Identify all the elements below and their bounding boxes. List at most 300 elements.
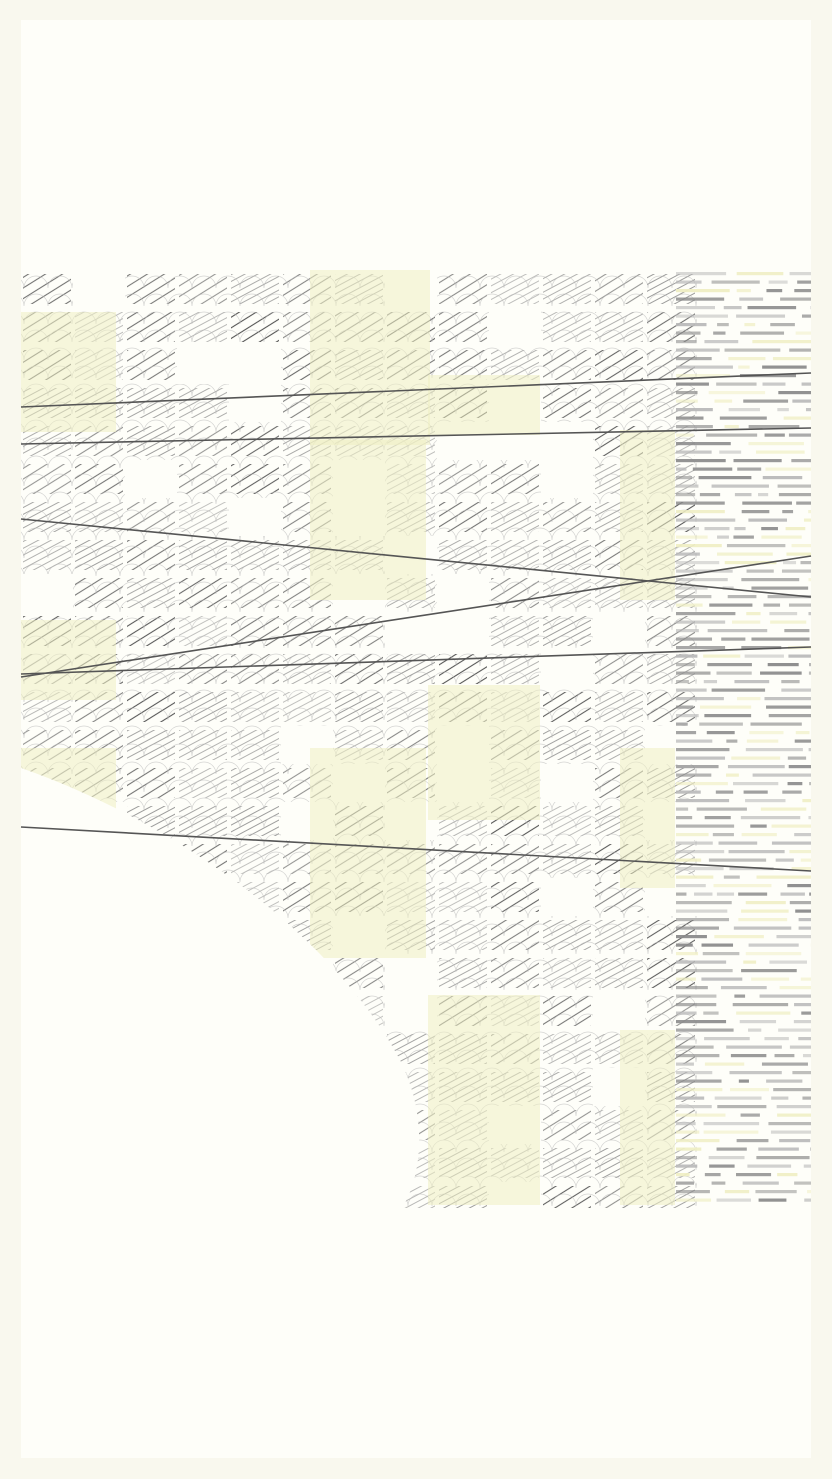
stripe-dash	[801, 1012, 811, 1015]
stripe-dash	[763, 476, 802, 479]
stripe-dash	[743, 400, 788, 403]
stripe-dash	[676, 833, 709, 836]
stripe-dash	[733, 536, 753, 539]
hatch-tile	[489, 460, 541, 498]
stripe-dash	[736, 1173, 771, 1176]
stripe-dash	[786, 553, 811, 556]
stripe-dash	[741, 1114, 760, 1117]
hatch-tile	[593, 954, 645, 992]
stripe-dash	[676, 672, 710, 675]
hatch-tile	[125, 270, 177, 308]
stripe-dash	[709, 1156, 745, 1159]
stripe-dash	[809, 663, 811, 666]
stripe-dash	[676, 357, 712, 360]
stripe-dash	[740, 332, 784, 335]
stripe-dash	[676, 782, 728, 785]
stripe-dash	[738, 366, 749, 369]
stripe-dash	[794, 1182, 811, 1185]
tint-block	[428, 375, 540, 435]
stripe-dash	[714, 400, 732, 403]
stripe-dash	[796, 332, 811, 335]
stripe-dash	[704, 714, 751, 717]
stripe-dash	[676, 1122, 696, 1125]
stripe-dash	[676, 816, 692, 819]
stripe-dash	[742, 833, 777, 836]
stripe-dash	[676, 349, 720, 352]
stripe-dash	[676, 1071, 712, 1074]
stripe-dash	[808, 816, 811, 819]
hatch-tile	[73, 574, 125, 612]
stripe-dash	[676, 595, 711, 598]
stripe-dash	[676, 825, 734, 828]
hatch-tile	[229, 726, 281, 764]
stripe-dash	[676, 935, 707, 938]
hatch-tile	[125, 536, 177, 574]
stripe-dash	[676, 298, 724, 301]
hatch-tile	[541, 1068, 593, 1106]
stripe-dash	[676, 1173, 690, 1176]
stripe-dash	[719, 842, 758, 845]
stripe-dash	[719, 451, 741, 454]
hatch-tile	[437, 916, 489, 954]
stripe-dash	[764, 697, 811, 700]
stripe-dash	[709, 604, 752, 607]
stripe-dash	[745, 799, 785, 802]
stripe-dash	[676, 519, 735, 522]
stripe-dash	[676, 978, 696, 981]
stripe-dash	[766, 706, 811, 709]
stripe-dash	[743, 1182, 779, 1185]
hatch-tile	[541, 802, 593, 840]
stripe-dash	[676, 425, 713, 428]
stripe-dash	[737, 272, 784, 275]
hatch-tile	[177, 612, 229, 650]
stripe-dash	[751, 978, 789, 981]
stripe-dash	[762, 366, 807, 369]
stripe-dash	[721, 986, 767, 989]
stripe-dash	[775, 1054, 795, 1057]
stripe-dash	[676, 1190, 710, 1193]
tint-block	[620, 748, 675, 888]
stripe-dash	[747, 740, 778, 743]
stripe-dash	[786, 527, 806, 530]
stripe-dash	[795, 740, 811, 743]
stripe-dash	[714, 935, 764, 938]
hatch-tile	[125, 308, 177, 346]
stripe-dash	[760, 995, 811, 998]
stripe-dash	[676, 1037, 695, 1040]
stripe-dash	[676, 434, 694, 437]
stripe-dash	[676, 544, 722, 547]
stripe-dash	[799, 918, 811, 921]
stripe-dash	[795, 910, 811, 913]
stripe-dash	[781, 680, 799, 683]
stripe-dash	[700, 493, 720, 496]
stripe-dash	[768, 1122, 811, 1125]
hatch-tile	[229, 688, 281, 726]
stripe-dash	[752, 340, 811, 343]
stripe-dash	[782, 791, 801, 794]
stripe-dash	[794, 1003, 811, 1006]
stripe-dash	[769, 612, 797, 615]
stripe-dash	[703, 655, 740, 658]
stripe-dash	[676, 1105, 712, 1108]
stripe-dash	[802, 383, 811, 386]
hatch-tile	[125, 346, 177, 384]
stripe-dash	[738, 918, 787, 921]
hatch-tile	[645, 384, 697, 422]
stripe-dash	[778, 1029, 811, 1032]
stripe-dash	[704, 1122, 760, 1125]
stripe-dash	[789, 604, 811, 607]
hatch-tile	[385, 650, 437, 688]
stripe-dash	[676, 553, 700, 556]
stripe-dash	[676, 697, 724, 700]
stripe-dash	[676, 731, 696, 734]
hatch-tile	[489, 954, 541, 992]
stripe-dash	[717, 536, 729, 539]
stripe-dash	[791, 459, 811, 462]
stripe-dash	[788, 655, 811, 658]
stripe-dash	[784, 417, 811, 420]
stripe-dash	[742, 510, 770, 513]
stripe-dash	[716, 383, 756, 386]
hatch-tile	[21, 536, 73, 574]
hatch-tile	[541, 384, 593, 422]
hatch-tile	[333, 650, 385, 688]
stripe-dash	[801, 859, 811, 862]
stripe-dash	[676, 1088, 722, 1091]
hatch-tile	[125, 384, 177, 422]
stripe-dash	[794, 833, 811, 836]
stripe-dash	[796, 731, 810, 734]
hatch-tile	[437, 650, 489, 688]
stripe-dash	[706, 434, 757, 437]
stripe-dash	[779, 493, 811, 496]
hatch-tile	[593, 346, 645, 384]
hatch-tile	[229, 574, 281, 612]
stripe-dash	[734, 927, 791, 930]
stripe-dash	[676, 799, 729, 802]
stripe-dash	[759, 1199, 787, 1202]
stripe-dash	[725, 349, 781, 352]
hatch-tile	[177, 498, 229, 536]
stripe-dash	[697, 808, 747, 811]
stripe-dash	[777, 1173, 797, 1176]
stripe-dash	[676, 1012, 697, 1015]
tint-block	[428, 995, 540, 1205]
hatch-tile	[541, 954, 593, 992]
stripe-dash	[772, 842, 811, 845]
stripe-dash	[739, 298, 763, 301]
stripe-dash	[709, 391, 765, 394]
stripe-dash	[737, 468, 761, 471]
stripe-dash	[778, 391, 811, 394]
hatch-tile	[125, 764, 177, 802]
hatch-tile	[437, 498, 489, 536]
stripe-dash	[770, 621, 806, 624]
stripe-dash	[724, 306, 742, 309]
stripe-dash	[810, 306, 811, 309]
stripe-dash	[676, 306, 715, 309]
stripe-dash	[728, 595, 757, 598]
stripe-dash	[716, 791, 733, 794]
hatch-tile	[593, 308, 645, 346]
stripe-dash	[790, 901, 811, 904]
stripe-dash	[751, 638, 809, 641]
stripe-dash	[804, 1165, 811, 1168]
stripe-dash	[790, 272, 811, 275]
stripe-dash	[676, 621, 725, 624]
stripe-dash	[676, 442, 731, 445]
stripe-dash	[727, 544, 785, 547]
stripe-dash	[694, 893, 712, 896]
stripe-dash	[734, 995, 745, 998]
hatch-tile	[541, 916, 593, 954]
stripe-dash	[676, 952, 698, 955]
stripe-dash	[807, 1190, 811, 1193]
stripe-dash	[729, 850, 785, 853]
tint-block	[620, 430, 675, 600]
stripe-dash	[756, 1156, 809, 1159]
hatch-tile	[593, 384, 645, 422]
stripe-dash	[676, 757, 725, 760]
stripe-dash	[676, 1063, 694, 1066]
stripe-dash	[773, 357, 811, 360]
hatch-tile	[489, 498, 541, 536]
stripe-dash	[676, 527, 699, 530]
stripe-dash	[777, 1114, 811, 1117]
hatch-tile	[541, 536, 593, 574]
stripe-dash	[700, 706, 751, 709]
stripe-dash	[676, 680, 689, 683]
hatch-tile	[437, 460, 489, 498]
stripe-dash	[745, 655, 784, 658]
stripe-dash	[676, 1114, 726, 1117]
stripe-dash	[744, 791, 768, 794]
hatch-tile	[541, 270, 593, 308]
stripe-dash	[790, 1046, 811, 1049]
stripe-dash	[794, 1020, 811, 1023]
hatch-tile	[177, 384, 229, 422]
hatch-tile	[593, 270, 645, 308]
hatch-tile	[177, 764, 229, 802]
hatch-tile	[437, 270, 489, 308]
stripe-dash	[756, 876, 810, 879]
stripe-dash	[796, 502, 811, 505]
stripe-dash	[744, 323, 755, 326]
stripe-dash	[782, 510, 793, 513]
stripe-dash	[676, 1097, 704, 1100]
stripe-dash	[712, 689, 765, 692]
hatch-tile	[229, 308, 281, 346]
stripe-dash	[802, 315, 811, 318]
stripe-dash	[766, 289, 782, 292]
stripe-dash	[676, 1003, 716, 1006]
stripe-dash	[676, 366, 733, 369]
stripe-dash	[717, 553, 773, 556]
stripe-dash	[676, 493, 695, 496]
hatch-tile	[229, 460, 281, 498]
stripe-dash	[781, 689, 811, 692]
stripe-dash	[712, 281, 760, 284]
stripe-dash	[676, 1080, 722, 1083]
hatch-tile	[593, 916, 645, 954]
stripe-dash	[676, 281, 702, 284]
hatch-tile	[229, 764, 281, 802]
hatch-tile	[541, 1106, 593, 1144]
stripe-dash	[748, 519, 787, 522]
stripe-dash	[750, 723, 801, 726]
stripe-dash	[708, 629, 768, 632]
stripe-dash	[741, 969, 797, 972]
hatch-tile	[541, 1144, 593, 1182]
stripe-dash	[704, 1131, 759, 1134]
stripe-dash	[707, 731, 735, 734]
stripe-dash	[676, 791, 701, 794]
stripe-dash	[746, 748, 803, 751]
stripe-dash	[676, 1020, 726, 1023]
stripe-dash	[761, 808, 806, 811]
stripe-dash	[783, 561, 796, 564]
stripe-dash	[777, 1105, 811, 1108]
stripe-dash	[676, 323, 706, 326]
hatch-tile	[177, 536, 229, 574]
stripe-dash	[713, 833, 734, 836]
stripe-dash	[725, 1190, 749, 1193]
stripe-dash	[751, 587, 808, 590]
stripe-dash	[676, 1054, 719, 1057]
hatch-tile	[333, 612, 385, 650]
stripe-dash	[676, 689, 707, 692]
stripe-dash	[746, 612, 760, 615]
hatch-tile	[541, 346, 593, 384]
stripe-dash	[676, 765, 719, 768]
stripe-dash	[676, 1182, 694, 1185]
stripe-dash	[676, 901, 732, 904]
stripe-dash	[747, 570, 774, 573]
stripe-dash	[737, 1139, 769, 1142]
stripe-dash	[720, 417, 767, 420]
stripe-dash	[789, 349, 811, 352]
stripe-dash	[779, 1139, 810, 1142]
stripe-dash	[676, 706, 693, 709]
stripe-dash	[733, 1003, 788, 1006]
hatch-tile	[177, 802, 229, 840]
stripe-dash	[789, 850, 811, 853]
hatch-tile	[489, 270, 541, 308]
hatch-tile	[593, 650, 645, 688]
stripe-dash	[741, 816, 800, 819]
stripe-dash	[776, 935, 811, 938]
stripe-dash	[787, 884, 811, 887]
stripe-dash	[804, 519, 811, 522]
hatch-tile	[593, 688, 645, 726]
stripe-dash	[676, 748, 729, 751]
stripe-dash	[676, 723, 688, 726]
stripe-dash	[676, 893, 686, 896]
stripe-dash	[741, 910, 789, 913]
stripe-dash	[699, 476, 752, 479]
stripe-dash	[771, 1131, 811, 1134]
stripe-dash	[676, 986, 708, 989]
hatch-tile	[437, 308, 489, 346]
stripe-dash	[728, 765, 785, 768]
stripe-dash	[734, 680, 769, 683]
stripe-dash	[766, 1080, 802, 1083]
hatch-tile	[489, 840, 541, 878]
stripe-dash	[705, 816, 731, 819]
hatch-tile	[73, 460, 125, 498]
stripe-dash	[792, 544, 811, 547]
stripe-dash	[758, 1148, 799, 1151]
stripe-dash	[676, 867, 724, 870]
tint-block	[310, 440, 426, 600]
stripe-dash	[705, 1063, 744, 1066]
stripe-dash	[676, 884, 706, 887]
hatch-tile	[541, 1030, 593, 1068]
hatch-tile	[541, 612, 593, 650]
stripe-dash	[728, 357, 765, 360]
stripe-dash	[742, 502, 792, 505]
stripe-dash	[702, 944, 734, 947]
stripe-dash	[676, 272, 726, 275]
stripe-dash	[808, 578, 811, 581]
stripe-dash	[676, 927, 719, 930]
hatch-tile	[489, 612, 541, 650]
hatch-tile	[125, 726, 177, 764]
stripe-dash	[724, 876, 740, 879]
stripe-dash	[676, 476, 692, 479]
stripe-dash	[715, 1097, 762, 1100]
stripe-dash	[771, 1097, 788, 1100]
stripe-dash	[736, 1012, 790, 1015]
hatch-tile	[177, 688, 229, 726]
stripe-dash	[749, 944, 799, 947]
stripe-dash	[755, 1190, 796, 1193]
stripe-dash	[746, 901, 786, 904]
stripe-dash	[709, 859, 766, 862]
stripe-dash	[676, 340, 697, 343]
stripe-dash	[712, 1182, 726, 1185]
stripe-dash	[809, 748, 811, 751]
hatch-tile	[125, 688, 177, 726]
hatch-tile	[489, 574, 541, 612]
stripe-dash	[707, 663, 752, 666]
stripe-dash	[740, 1020, 776, 1023]
stripe-dash	[676, 1131, 699, 1134]
stripe-dash	[809, 893, 811, 896]
hatch-tile	[489, 878, 541, 916]
stripe-dash	[717, 672, 752, 675]
stripe-dash	[676, 468, 686, 471]
stripe-dash	[676, 910, 727, 913]
stripe-dash	[676, 536, 708, 539]
tint-block	[21, 620, 116, 700]
stripe-dash	[717, 323, 729, 326]
hatch-tile	[437, 878, 489, 916]
stripe-dash	[676, 1165, 697, 1168]
stripe-dash	[734, 527, 745, 530]
stripe-dash	[776, 859, 794, 862]
hatch-tile	[281, 688, 333, 726]
stripe-dash	[676, 383, 709, 386]
stripe-dash	[794, 289, 811, 292]
stripe-dash	[676, 1148, 701, 1151]
hatch-tile	[229, 422, 281, 460]
stripe-dash	[780, 893, 804, 896]
stripe-dash	[726, 740, 737, 743]
